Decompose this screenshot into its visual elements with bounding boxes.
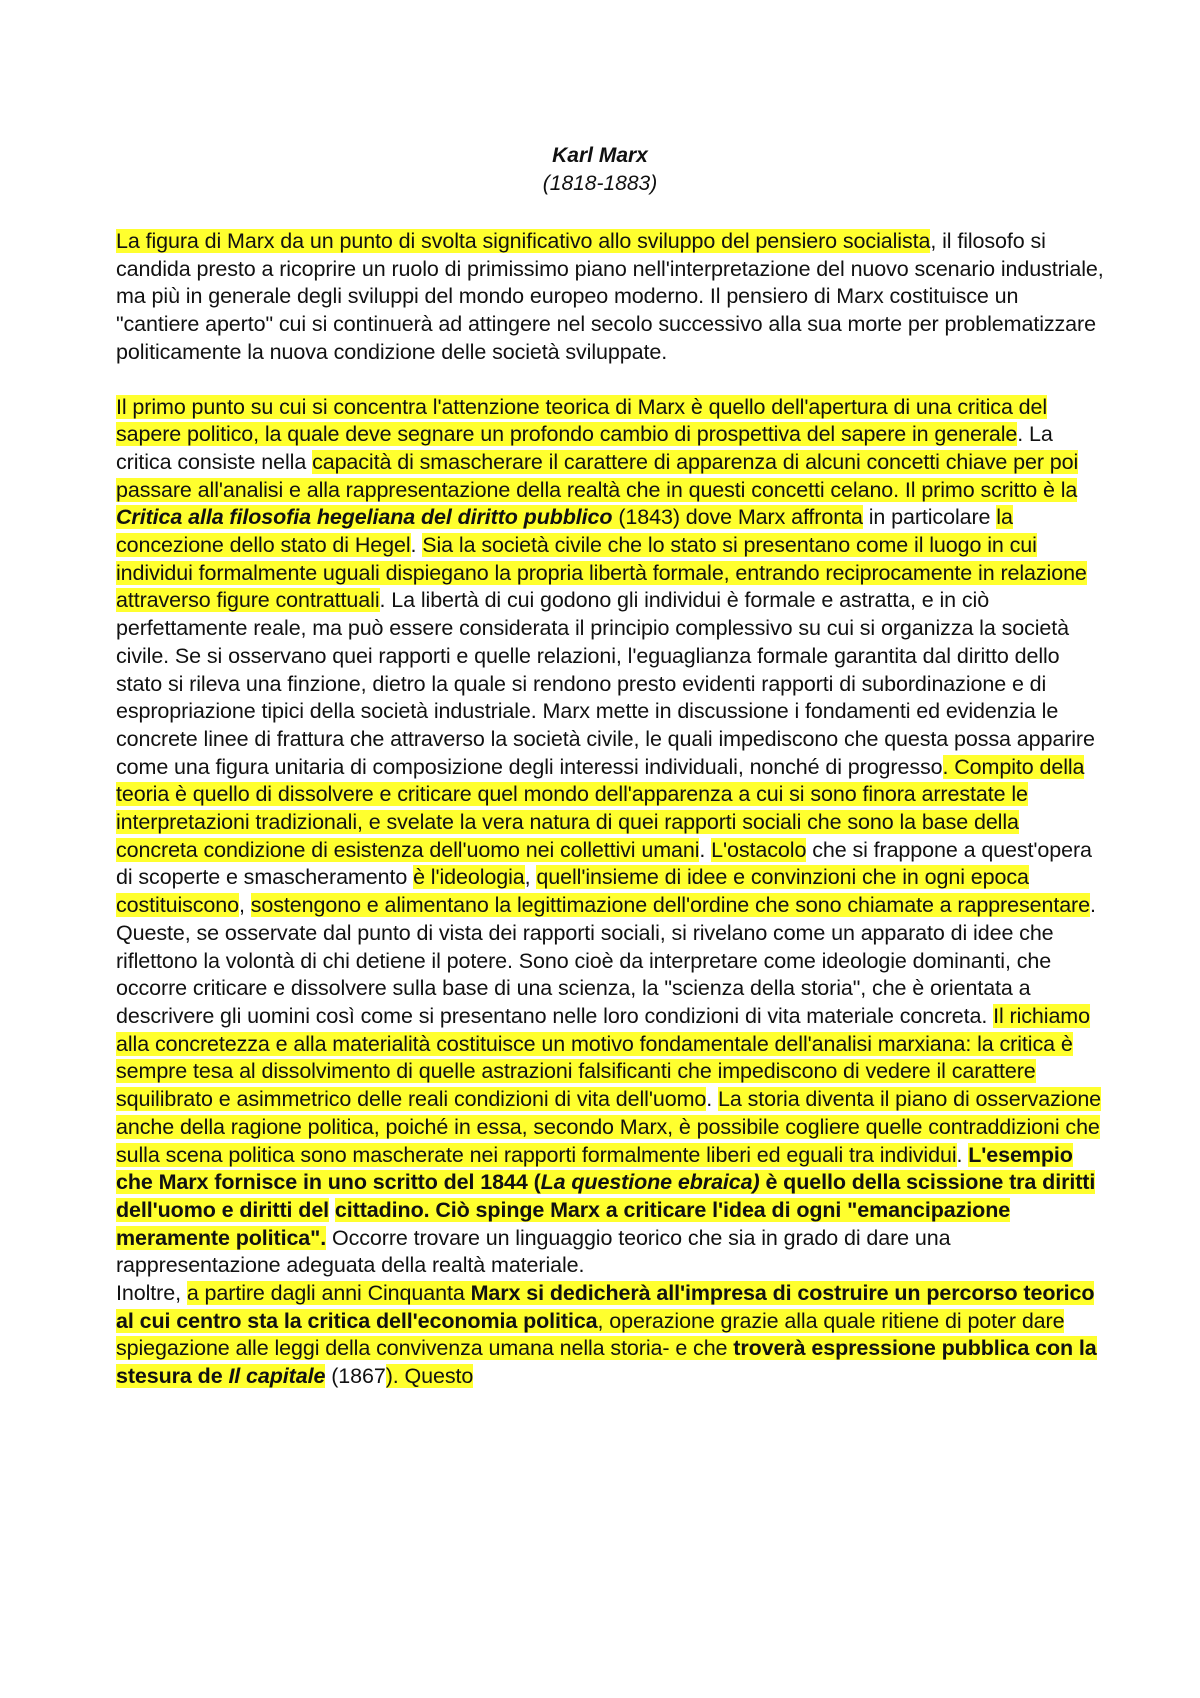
highlighted-text: . Questo: [392, 1364, 474, 1389]
body-text: . Queste, se osservate dal punto di vista dei rapporti sociali, si rivelano come un apparato di idee che riflettono la volontà di chi detiene il potere. Sono cioè da interpretare come ideologie dominanti, che occorre criticare e dissolvere sulla base di una scienza, la "scienza della storia", che è orientata a descrivere gli uomini così come si presentano nelle loro condizioni di vita materiale concreta.: [116, 893, 1096, 1028]
body-text: in particolare: [862, 505, 997, 530]
body-text: Inoltre: [116, 1281, 176, 1306]
highlighted-text: Il richiamo alla concretezza e alla materialità costituisce un motivo fondamentale dell'analisi marxiana: la critica è sempre tesa al dissolvimento di quelle astrazioni falsificanti che impediscono di vedere il carattere squilibrato e asimmetrico delle reali condizioni di vita dell'uomo: [116, 1003, 1090, 1112]
highlighted-text: ): [385, 1364, 393, 1389]
highlighted-text: la concezione dello stato di Hegel: [116, 505, 1013, 558]
highlighted-bold-text: L'esempio che Marx fornisce in uno scritto del 1844 (: [116, 1142, 1073, 1195]
highlighted-text: (1843) dove Marx affronta: [612, 505, 863, 530]
highlighted-work-title: Il capitale: [228, 1364, 326, 1389]
body-text: ,: [239, 893, 251, 918]
highlighted-text: capacità di smascherare il carattere di apparenza di alcuni concetti chiave per poi passare all'analisi e alla rappresentazione della realtà che in questi concetti celano. Il primo scritto è la: [116, 449, 1079, 502]
highlighted-text: . Compito della teoria è quello di dissolvere e criticare quel mondo dell'apparenza a cui si sono finora arrestate le interpretazioni tradizionali, e svelate la vera natura di quei rapporti sociali che sono la base della concreta condizione di esistenza dell'uomo nei collettivi umani: [116, 754, 1085, 862]
body-text: .: [706, 1087, 718, 1112]
highlighted-text: La figura di Marx da un punto di svolta significativo allo sviluppo del pensiero socialista: [116, 229, 931, 253]
body-text: che si frappone a quest'opera di scoperte e smascheramento: [116, 837, 1092, 890]
highlighted-bold-text: Marx si dedicherà all'impresa di costruire un percorso teorico al cui centro sta la critica dell'economia politica: [116, 1281, 1095, 1333]
highlighted-work-title: La questione ebraica): [540, 1170, 760, 1195]
document-body: [116, 228, 1106, 1391]
highlighted-text: sostengono e alimentano la legittimazione dell'ordine che sono chiamate a rappresentare: [250, 893, 1090, 918]
body-text: . La libertà di cui godono gli individui è formale e astratta, e in ciò perfettamente reale, ma può essere considerata il principio complessivo su cui si organizza la società civile. Se si osservano quei rapporti e quelle relazioni, l'eguaglianza formale garantita dal diritto dello stato si rileva una finzione, dietro la quale si rendono presto evidenti rapporti di subordinazione e di espropriazione tipici della società industriale. Marx mette in discussione i fondamenti ed evidenzia le concrete linee di frattura che attraverso la società civile, le quali impediscono che questa possa apparire come una figura unitaria di composizione degli interessi individuali, nonché di progresso: [116, 588, 1095, 779]
highlighted-bold-text: è quello della scissione tra diritti dell'uomo e diritti del: [116, 1170, 1096, 1222]
body-text: ,: [175, 1281, 187, 1306]
highlighted-work-title: Critica alla filosofia hegeliana del diritto pubblico: [116, 505, 613, 530]
highlighted-bold-text: troverà espressione pubblica con la stesura de: [116, 1336, 1097, 1389]
paragraph-2: [116, 394, 1106, 1281]
highlighted-text: è l'ideologia: [413, 865, 525, 890]
highlighted-text: , operazione grazie alla quale ritiene di poter dare spiegazione alle leggi della convivenza umana nella storia- e che: [116, 1308, 1065, 1361]
paragraph-1: [116, 228, 1106, 367]
title-block: [0, 142, 1200, 198]
highlighted-bold-text: cittadino. Ciò spinge Marx a criticare l'idea di ogni "emancipazione meramente politica".: [116, 1197, 1011, 1250]
highlighted-text: Il primo punto su cui si concentra l'attenzione teorica di Marx è quello dell'apertura di una critica del sapere politico, la quale deve segnare un profondo cambio di prospettiva del sapere in generale: [116, 394, 1048, 447]
body-text: ,: [524, 865, 537, 890]
paragraph-3: [116, 1280, 1106, 1391]
highlighted-text: La storia diventa il piano di osservazione anche della ragione politica, poiché in essa, secondo Marx, è possibile cogliere quelle contraddizioni che sulla scena politica sono mascherate nei rapporti formalmente liberi ed eguali tra individui: [116, 1087, 1102, 1167]
body-text: .: [956, 1142, 969, 1167]
body-text: , il filosofo si candida presto a ricoprire un ruolo di primissimo piano nell'interpretazione del nuovo scenario industriale, ma più in generale degli sviluppi del mondo europeo moderno. Il pensiero di Marx costituisce un "cantiere aperto" cui si continuerà ad attingere nel secolo successivo alla sua morte per problematizzare politicamente la nuova condizione delle società sviluppate.: [116, 229, 1104, 364]
body-text: Occorre trovare un linguaggio teorico che sia in grado di dare una rappresentazione adeguata della realtà materiale.: [116, 1225, 951, 1278]
highlighted-text: quell'insieme di idee e convinzioni che in ogni epoca costituiscono: [116, 865, 1029, 918]
highlighted-text: L'ostacolo: [711, 837, 807, 862]
document-dates: (1818-1883): [542, 172, 658, 195]
paragraph-spacer: [116, 367, 1106, 394]
body-text: .: [410, 533, 423, 558]
document-title: Karl Marx: [552, 144, 648, 167]
body-text: .: [699, 837, 712, 862]
body-text: . La critica consiste nella: [116, 422, 1053, 474]
body-text: (1867: [325, 1364, 386, 1389]
highlighted-text: Sia la società civile che lo stato si presentano come il luogo in cui individui formalmente uguali dispiegano la propria libertà formale, entrando reciprocamente in relazione attraverso figure contrattuali: [116, 533, 1087, 613]
highlighted-text: a partire dagli anni Cinquanta: [186, 1281, 471, 1306]
